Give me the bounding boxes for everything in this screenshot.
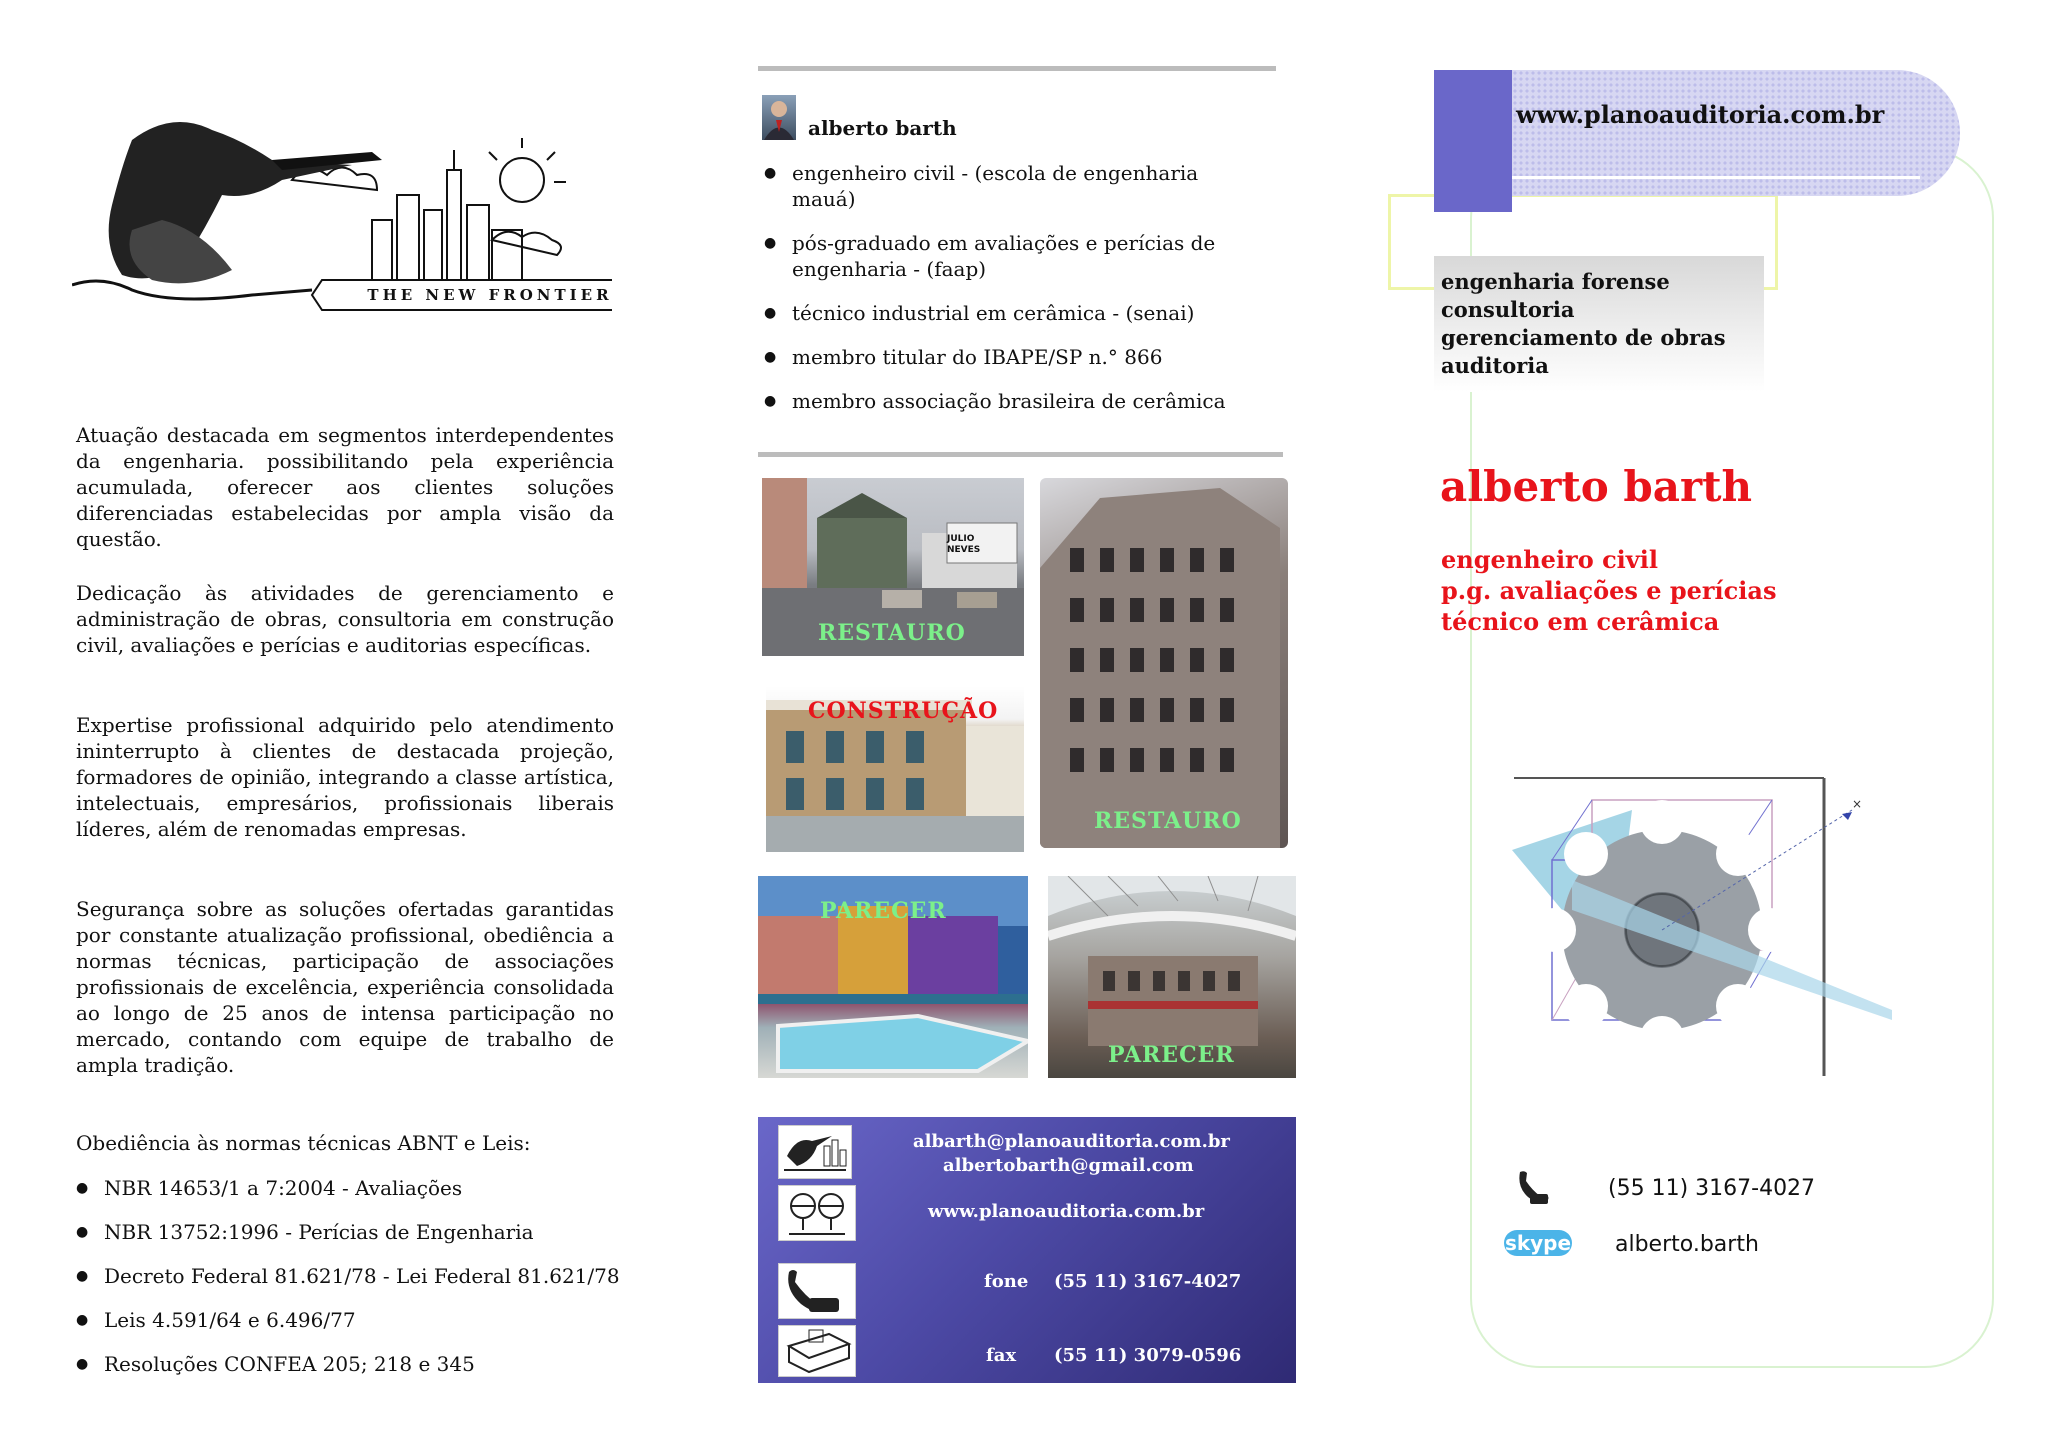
middle-divider — [758, 452, 1283, 457]
logo-new-frontier — [72, 100, 612, 325]
contact-panel — [758, 1117, 1296, 1383]
credential-item: ● membro titular do IBAPE/SP n.° 866 — [764, 344, 1264, 370]
norms-list — [76, 1175, 620, 1377]
frontier-icon — [778, 1125, 852, 1179]
photo-label-parecer: PARECER — [1108, 1042, 1235, 1068]
norm-item: ● Resoluções CONFEA 205; 218 e 345 — [76, 1351, 620, 1377]
phone-number: (55 11) 3167-4027 — [1608, 1176, 1816, 1201]
titles-list — [1441, 544, 1776, 637]
service-item: engenharia forense — [1441, 269, 1670, 294]
svg-text:×: × — [1852, 797, 1863, 811]
intro-paragraph-1: Atuação destacada em segmentos interdependentes da engenharia. possibilitando pela experiência acumulada, oferecer aos clientes soluções diferenciadas estabelecidas por ampla visão da questão. — [76, 423, 614, 551]
top-divider — [758, 66, 1276, 71]
photo-label-restauro: RESTAURO — [818, 620, 966, 646]
gear-illustration — [1512, 770, 1912, 1080]
fax-icon — [778, 1325, 856, 1377]
photo-restauro-street — [762, 478, 1024, 656]
intro-paragraph-3: Expertise profissional adquirido pelo atendimento ininterrupto à clientes de destacada projeção, formadores de opinião, integrando a classe artística, intelectuais, empresários, profissionais liberais líderes, além de renomadas empresas. — [76, 713, 614, 841]
contact-phone-label: fone — [984, 1271, 1029, 1292]
contact-phone: (55 11) 3167-4027 — [1054, 1271, 1242, 1292]
contact-email-1[interactable]: albarth@planoauditoria.com.br — [913, 1131, 1230, 1152]
intro-paragraph-4: Segurança sobre as soluções ofertadas garantidas por constante atualização profissional, obediência a normas técnicas, participação de associações profissionais de excelência, experiência consolidada ao longo de 25 anos de intensa participação no mercado, contando com equipe de trabalho de ampla tradição. — [76, 897, 614, 1077]
telephone-icon — [778, 1263, 856, 1319]
norms-heading: Obediência às normas técnicas ABNT e Leis: — [76, 1131, 531, 1155]
norm-item: ● NBR 14653/1 a 7:2004 - Avaliações — [76, 1175, 620, 1201]
contact-website[interactable]: www.planoauditoria.com.br — [928, 1201, 1205, 1222]
header-square — [1434, 70, 1512, 212]
credentials-list — [764, 160, 1264, 414]
credential-item: ● engenheiro civil - (escola de engenharia mauá) — [764, 160, 1264, 212]
credential-item: ● pós-graduado em avaliações e perícias de engenharia - (faap) — [764, 230, 1264, 282]
logo-banner-text: THE NEW FRONTIER — [367, 286, 613, 304]
title-item: engenheiro civil — [1441, 545, 1658, 574]
credential-item: ● membro associação brasileira de cerâmica — [764, 388, 1264, 414]
norm-item: ● Decreto Federal 81.621/78 - Lei Federal 81.621/78 — [76, 1263, 620, 1289]
contact-fax-label: fax — [986, 1345, 1017, 1366]
globe-icon — [778, 1185, 856, 1241]
header-website[interactable]: www.planoauditoria.com.br — [1516, 100, 1885, 129]
service-item: consultoria — [1441, 297, 1575, 322]
photo-restauro-building — [1040, 478, 1288, 848]
photo-construcao — [766, 686, 1024, 852]
photo-label-restauro: RESTAURO — [1094, 808, 1242, 834]
service-item: auditoria — [1441, 353, 1549, 378]
skype-icon — [1502, 1226, 1574, 1260]
norm-item: ● NBR 13752:1996 - Perícias de Engenharia — [76, 1219, 620, 1245]
photo-label-construcao: CONSTRUÇÃO — [808, 698, 999, 724]
intro-paragraph-2: Dedicação às atividades de gerenciamento e administração de obras, consultoria em construção civil, avaliações e perícias e auditorias específicas. — [76, 581, 614, 657]
photo-parecer-atrium — [1048, 876, 1296, 1078]
title-item: p.g. avaliações e perícias — [1441, 576, 1777, 605]
photo-label-parecer: PARECER — [820, 898, 947, 924]
norm-item: ● Leis 4.591/64 e 6.496/77 — [76, 1307, 620, 1333]
phone-icon — [1516, 1170, 1550, 1206]
profile-avatar — [762, 95, 796, 140]
contact-fax: (55 11) 3079-0596 — [1054, 1345, 1242, 1366]
credential-item: ● técnico industrial em cerâmica - (senai) — [764, 300, 1264, 326]
header-pill-line — [1512, 176, 1920, 179]
service-item: gerenciamento de obras — [1441, 325, 1726, 350]
skype-handle[interactable]: alberto.barth — [1615, 1232, 1759, 1257]
photo-sign-text: JULIO NEVES — [947, 534, 981, 555]
photo-parecer-pool — [758, 876, 1028, 1078]
main-name: alberto barth — [1440, 462, 1753, 511]
contact-email-2[interactable]: albertobarth@gmail.com — [943, 1155, 1194, 1176]
title-item: técnico em cerâmica — [1441, 607, 1720, 636]
skype-logo-text: skype — [1504, 1231, 1572, 1255]
services-list — [1441, 268, 1726, 380]
profile-name: alberto barth — [808, 116, 957, 140]
